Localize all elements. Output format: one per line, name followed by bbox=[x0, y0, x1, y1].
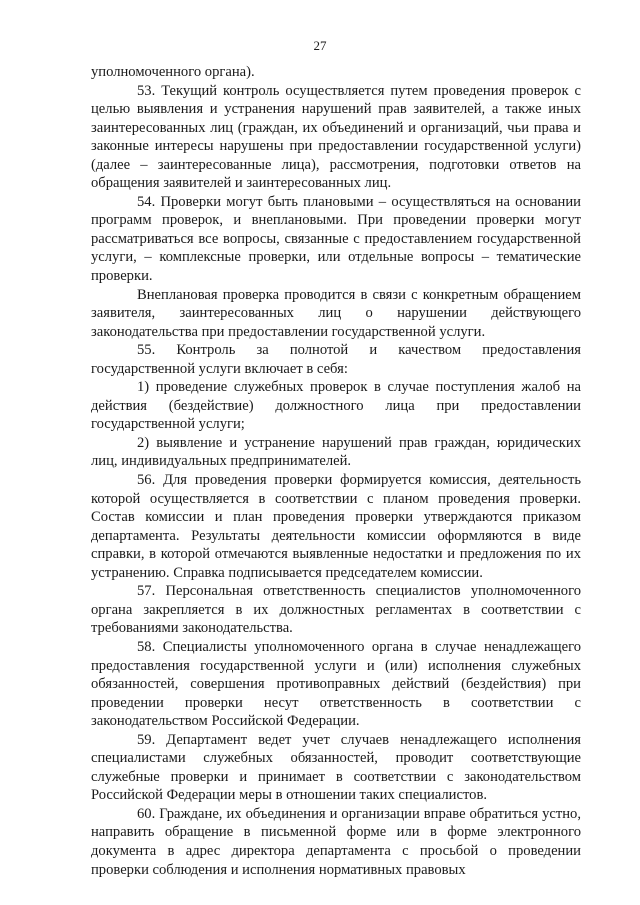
paragraph-56: 56. Для проведения проверки формируется комиссия, деятельность которой осуществляется в соответствии с планом проведения проверки. Состав комиссии и план проведения проверки утверждаются приказом департамента. Результаты деятельности комиссии оформляются в виде справки, в которой отмечаются выявленные недостатки и предложения по их устранению. Справка подписывается председателем комиссии. bbox=[91, 472, 581, 581]
paragraph-unplanned-inspection: Внеплановая проверка проводится в связи с конкретным обращением заявителя, заинтересованных лиц о нарушении действующего законодательства при предоставлении государственной услуги. bbox=[91, 286, 581, 340]
paragraph-59: 59. Департамент ведет учет случаев ненадлежащего исполнения специалистами служебных обязанностей, проводит соответствующие служебные проверки и принимает в соответствии с законодательством Российской Федерации меры в отношении таких специалистов. bbox=[91, 731, 581, 804]
paragraph-57: 57. Персональная ответственность специалистов уполномоченного органа закрепляется в их должностных регламентах в соответствии с требованиями законодательства. bbox=[91, 583, 581, 637]
paragraph-53: 53. Текущий контроль осуществляется путем проведения проверок с целью выявления и устранения нарушений прав заявителей, а также иных заинтересованных лиц (граждан, их объединений и организаций, чьи права и законные интересы нарушены при предоставлении государственной услуги) (далее – заинтересованные лица), рассмотрения, подготовки ответов на обращения заявителей и заинтересованных лиц. bbox=[91, 82, 581, 192]
page-number: 27 bbox=[313, 38, 327, 53]
paragraph-55: 55. Контроль за полнотой и качеством предоставления государственной услуги включает в себя: bbox=[91, 342, 581, 377]
paragraph-55-item-2: 2) выявление и устранение нарушений прав граждан, юридических лиц, индивидуальных предпринимателей. bbox=[91, 434, 581, 470]
paragraph-continuation: уполномоченного органа). bbox=[91, 64, 255, 80]
paragraph-58: 58. Специалисты уполномоченного органа в случае ненадлежащего предоставления государственной услуги и (или) исполнения служебных обязанностей, совершения противоправных действий (бездействия) при проведении проверки несут ответственность в соответствии с законодательством Российской Федерации. bbox=[91, 638, 581, 730]
paragraph-54: 54. Проверки могут быть плановыми – осуществляться на основании программ проверок, и внеплановыми. При проведении проверки могут рассматриваться все вопросы, связанные с предоставлением государственной услуги, – комплексные проверки, или отдельные вопросы – тематические проверки. bbox=[91, 193, 581, 285]
paragraph-55-item-1: 1) проведение служебных проверок в случае поступления жалоб на действия (бездействие) должностного лица при предоставлении государственной услуги; bbox=[91, 379, 581, 433]
document-body bbox=[91, 63, 581, 879]
paragraph-60: 60. Граждане, их объединения и организации вправе обратиться устно, направить обращение в письменной форме или в форме электронного документа в адрес директора департамента с просьбой о проведении проверки соблюдения и исполнения нормативных правовых bbox=[91, 805, 581, 878]
